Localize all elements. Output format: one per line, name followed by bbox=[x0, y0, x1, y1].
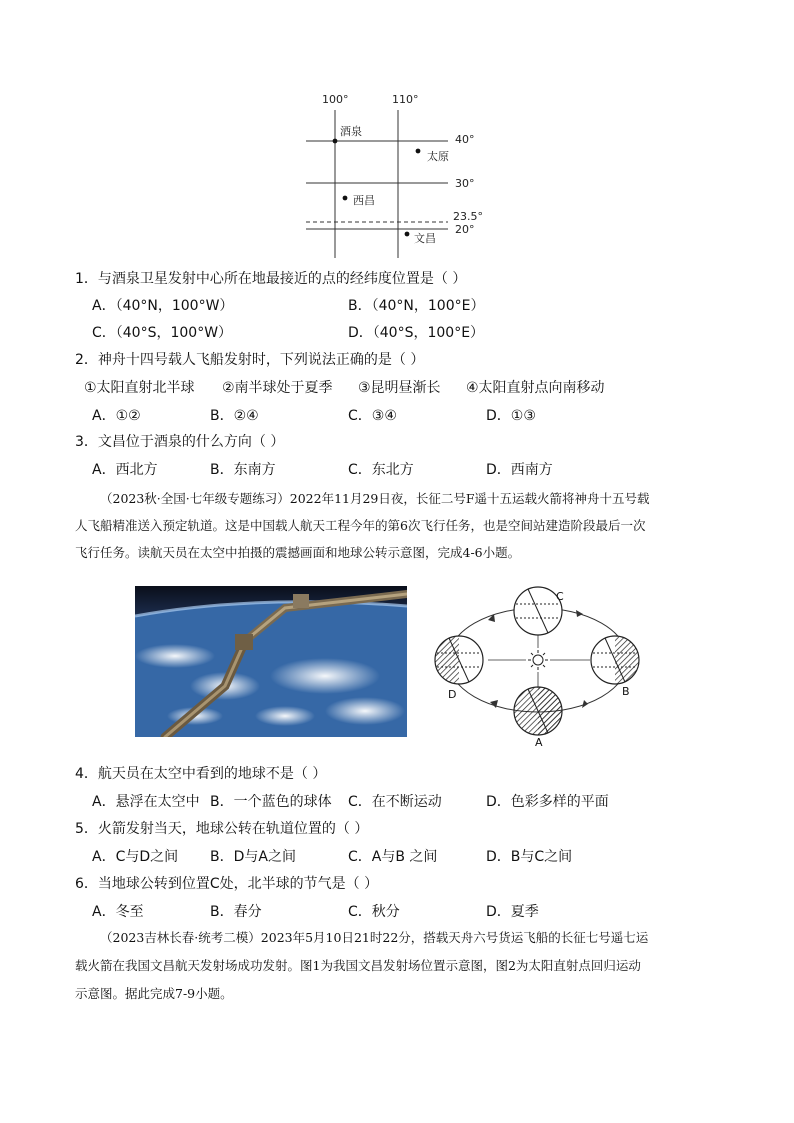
q3-option-d[interactable]: D．西南方 bbox=[486, 462, 553, 478]
q2-option-c[interactable]: C．③④ bbox=[348, 408, 397, 424]
q3-stem: 3．文昌位于酒泉的什么方向（ ） bbox=[75, 434, 285, 450]
space-station-arm-photo bbox=[135, 586, 407, 737]
taiyuan-dot bbox=[416, 149, 421, 154]
q1-option-c[interactable]: C．（40°S，100°W） bbox=[92, 325, 233, 341]
q1-option-d[interactable]: D．（40°S，100°E） bbox=[348, 325, 485, 341]
q5-option-c[interactable]: C．A与B 之间 bbox=[348, 849, 438, 865]
q6-option-c[interactable]: C．秋分 bbox=[348, 904, 400, 920]
lat-lon-map bbox=[300, 88, 500, 263]
q4-option-a[interactable]: A．悬浮在太空中 bbox=[92, 794, 200, 810]
passage2-line3: 示意图。据此完成7-9小题。 bbox=[75, 986, 233, 1001]
lat-label-23-5: 23.5° bbox=[453, 210, 483, 223]
sun-icon bbox=[528, 650, 548, 670]
q3-option-b[interactable]: B．东南方 bbox=[210, 462, 276, 478]
jiuquan-dot bbox=[333, 139, 338, 144]
q3-option-a[interactable]: A．西北方 bbox=[92, 462, 158, 478]
wenchang-dot bbox=[405, 232, 410, 237]
place-jiuquan: 酒泉 bbox=[340, 125, 362, 138]
passage2-line2: 载火箭在我国文昌航天发射场成功发射。图1为我国文昌发射场位置示意图，图2为太阳直射点回归运动 bbox=[75, 958, 641, 973]
q3-option-c[interactable]: C．东北方 bbox=[348, 462, 414, 478]
orbit-label-b: B bbox=[622, 685, 630, 698]
q4-option-b[interactable]: B．一个蓝色的球体 bbox=[210, 794, 332, 810]
place-taiyuan: 太原 bbox=[427, 150, 449, 163]
earth-position-a bbox=[514, 687, 562, 735]
q6-option-b[interactable]: B．春分 bbox=[210, 904, 262, 920]
q4-stem: 4．航天员在太空中看到的地球不是（ ） bbox=[75, 766, 327, 782]
earth-position-b bbox=[591, 636, 639, 684]
lon-label-100: 100° bbox=[322, 93, 349, 106]
orbit-label-c: C bbox=[556, 590, 564, 603]
q2-option-d[interactable]: D．①③ bbox=[486, 408, 536, 424]
lon-label-110: 110° bbox=[392, 93, 419, 106]
place-wenchang: 文昌 bbox=[414, 232, 436, 245]
q2-statement-2: ②南半球处于夏季 bbox=[222, 380, 333, 396]
q2-option-b[interactable]: B．②④ bbox=[210, 408, 259, 424]
q2-statement-3: ③昆明昼渐长 bbox=[358, 380, 441, 396]
xichang-dot bbox=[343, 196, 348, 201]
lat-label-40: 40° bbox=[455, 133, 475, 146]
passage1-line2: 人飞船精准送入预定轨道。这是中国载人航天工程今年的第6次飞行任务，也是空间站建造阶段最后一次 bbox=[75, 518, 646, 533]
q4-option-d[interactable]: D．色彩多样的平面 bbox=[486, 794, 609, 810]
passage1-line3: 飞行任务。读航天员在太空中拍摄的震撼画面和地球公转示意图，完成4-6小题。 bbox=[75, 545, 521, 560]
q1-option-b[interactable]: B．（40°N，100°E） bbox=[348, 298, 485, 314]
q5-option-a[interactable]: A．C与D之间 bbox=[92, 849, 179, 865]
q5-stem: 5．火箭发射当天，地球公转在轨道位置的（ ） bbox=[75, 821, 369, 837]
q2-option-a[interactable]: A．①② bbox=[92, 408, 141, 424]
q5-option-d[interactable]: D．B与C之间 bbox=[486, 849, 573, 865]
orbit-label-a: A bbox=[535, 736, 543, 749]
q2-statement-1: ①太阳直射北半球 bbox=[84, 380, 195, 396]
q6-option-a[interactable]: A．冬至 bbox=[92, 904, 144, 920]
earth-position-c bbox=[514, 587, 562, 635]
place-xichang: 西昌 bbox=[353, 194, 375, 207]
q1-stem: 1．与酒泉卫星发射中心所在地最接近的点的经纬度位置是（ ） bbox=[75, 271, 467, 287]
q4-option-c[interactable]: C．在不断运动 bbox=[348, 794, 442, 810]
q6-stem: 6．当地球公转到位置C处，北半球的节气是（ ） bbox=[75, 876, 379, 892]
earth-orbit-diagram bbox=[428, 584, 643, 749]
q2-stem: 2．神舟十四号载人飞船发射时，下列说法正确的是（ ） bbox=[75, 352, 425, 368]
lat-label-20: 20° bbox=[455, 223, 475, 236]
passage2-line1: （2023吉林长春·统考二模）2023年5月10日21时22分，搭载天舟六号货运飞船的长征七号遥七运 bbox=[100, 930, 649, 945]
earth-position-d bbox=[435, 636, 483, 684]
q6-option-d[interactable]: D．夏季 bbox=[486, 904, 539, 920]
q5-option-b[interactable]: B．D与A之间 bbox=[210, 849, 296, 865]
q2-statement-4: ④太阳直射点向南移动 bbox=[466, 380, 605, 396]
lat-label-30: 30° bbox=[455, 177, 475, 190]
q1-option-a[interactable]: A．（40°N，100°W） bbox=[92, 298, 234, 314]
passage1-line1: （2023秋·全国·七年级专题练习）2022年11月29日夜，长征二号F遥十五运载火箭将神舟十五号载 bbox=[100, 491, 650, 506]
orbit-label-d: D bbox=[448, 688, 457, 701]
